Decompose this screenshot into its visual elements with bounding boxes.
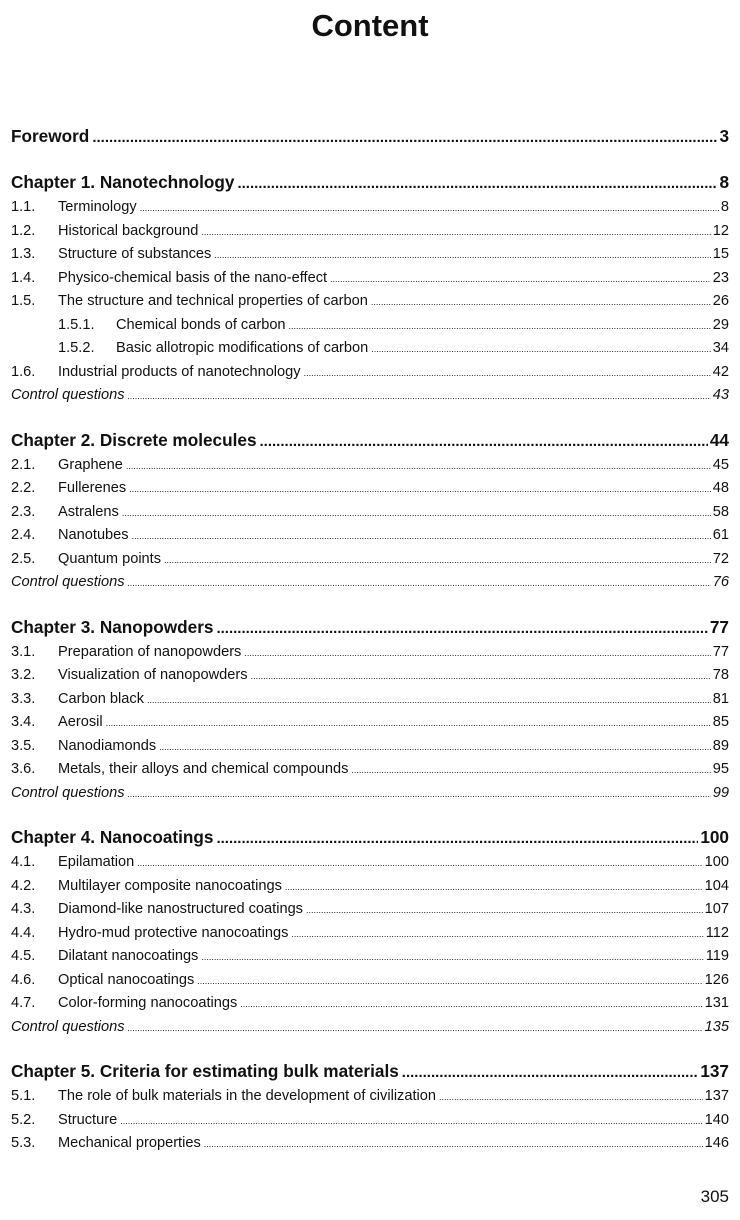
toc-entry [11, 477, 729, 501]
entry-title: Control questions [11, 784, 125, 801]
dot-leader [214, 244, 710, 268]
entry-title: Nanotubes [58, 527, 129, 543]
page-title: Content [311, 8, 429, 43]
entry-title: Dilatant nanocoatings [58, 948, 199, 964]
dot-leader [92, 124, 717, 152]
page-ref: 26 [712, 293, 729, 309]
foreword-row [11, 122, 729, 150]
page-ref: 112 [705, 924, 729, 941]
dot-leader [306, 899, 703, 923]
chapter-heading [11, 613, 729, 641]
toc-entry [11, 875, 729, 899]
entry-number: 4.7. [11, 995, 36, 1011]
toc-entry [11, 267, 729, 291]
entry-title: Structure [58, 1111, 118, 1128]
dot-leader [201, 221, 710, 245]
page-ref: 34 [712, 340, 729, 356]
page-ref: 72 [712, 550, 729, 567]
page-ref: 45 [712, 456, 729, 473]
dot-leader [402, 1059, 699, 1087]
entry-title: Aerosil [58, 714, 103, 730]
page-ref: 48 [712, 480, 729, 496]
entry-title: Foreword [11, 126, 90, 146]
entry-number: 1.5. [11, 293, 36, 309]
dot-leader [244, 642, 710, 666]
entry-title: Nanodiamonds [58, 737, 157, 754]
page-number: 305 [700, 1187, 729, 1206]
entry-title: Visualization of nanopowders [58, 667, 248, 683]
entry-number: 2.5. [11, 550, 36, 567]
dot-leader [129, 478, 711, 502]
dot-leader [371, 338, 710, 362]
entry-title: The role of bulk materials in the development of civilization [58, 1088, 437, 1104]
dot-leader [137, 852, 702, 876]
dot-leader [291, 923, 703, 947]
page-ref: 146 [704, 1135, 729, 1151]
toc-entry [11, 898, 729, 922]
toc-entry [11, 851, 729, 875]
chapter-heading [11, 426, 729, 454]
chapter-heading [11, 823, 729, 851]
chapter-heading [11, 1057, 729, 1085]
toc-entry [11, 524, 729, 548]
entry-number: 1.3. [11, 246, 36, 262]
entry-number: 3.2. [11, 667, 36, 683]
entry-title: Chapter 5. Criteria for estimating bulk materials [11, 1061, 399, 1081]
page-ref: 81 [712, 690, 729, 707]
page-ref: 126 [704, 971, 729, 988]
toc-entry [11, 196, 729, 220]
dot-leader [197, 970, 702, 994]
entry-number: 3.6. [11, 761, 36, 777]
page-ref: 77 [712, 643, 729, 660]
page-ref: 85 [712, 714, 729, 730]
page-ref: 107 [704, 901, 729, 917]
entry-title: Chapter 3. Nanopowders [11, 616, 214, 637]
dot-leader [128, 385, 711, 409]
toc-entry [11, 243, 729, 267]
entry-title: Basic allotropic modifications of carbon [116, 340, 369, 356]
toc-entry [11, 548, 729, 572]
entry-title: Optical nanocoatings [58, 971, 195, 988]
page-ref: 29 [712, 316, 729, 333]
page-ref: 42 [712, 363, 729, 380]
entry-number: 4.4. [11, 924, 36, 941]
toc-entry [11, 992, 729, 1016]
page-ref: 104 [704, 877, 729, 894]
entry-title: Astralens [58, 503, 119, 520]
dot-leader [128, 783, 711, 807]
control-questions-row [11, 782, 729, 806]
entry-title: Control questions [11, 387, 125, 403]
page-ref: 100 [700, 827, 729, 847]
entry-title: Chapter 2. Discrete molecules [11, 429, 257, 450]
page-ref: 137 [704, 1088, 729, 1104]
entry-number: 3.3. [11, 690, 36, 707]
toc-entry [11, 290, 729, 314]
dot-leader [128, 572, 711, 596]
entry-number: 4.1. [11, 854, 36, 870]
toc-entry [11, 969, 729, 993]
dot-leader [351, 759, 710, 783]
entry-title: Multilayer composite nanocoatings [58, 877, 282, 894]
entry-number: 3.4. [11, 714, 36, 730]
entry-title: Mechanical properties [58, 1135, 201, 1151]
page-ref: 99 [712, 784, 729, 801]
toc-entry [11, 361, 729, 385]
dot-leader [132, 525, 711, 549]
dot-leader [237, 170, 717, 198]
dot-leader [216, 825, 698, 853]
entry-title: Control questions [11, 1018, 125, 1035]
dot-leader [304, 362, 711, 386]
entry-number: 1.4. [11, 269, 36, 286]
entry-number: 1.2. [11, 222, 36, 239]
dot-leader [147, 689, 711, 713]
entry-number: 4.2. [11, 877, 36, 894]
entry-number: 4.6. [11, 971, 36, 988]
dot-leader [120, 1110, 702, 1134]
entry-number: 1.5.1. [58, 316, 95, 333]
toc-entry [11, 1132, 729, 1156]
control-questions-row [11, 1016, 729, 1040]
entry-number: 4.5. [11, 948, 36, 964]
entry-title: Diamond-like nanostructured coatings [58, 901, 303, 917]
toc-entry [11, 454, 729, 478]
dot-leader [330, 268, 711, 292]
page-ref: 8 [720, 199, 729, 215]
entry-title: Control questions [11, 574, 125, 590]
entry-title: Industrial products of nanotechnology [58, 363, 301, 380]
page-ref: 100 [704, 854, 729, 870]
entry-number: 1.5.2. [58, 340, 95, 356]
toc-entry [11, 641, 729, 665]
dot-leader [159, 736, 711, 760]
page-ref: 77 [709, 616, 729, 637]
page-ref: 3 [719, 126, 729, 146]
toc-entry [11, 220, 729, 244]
page-ref: 44 [709, 429, 729, 450]
page-ref: 8 [719, 172, 729, 192]
entry-number: 4.3. [11, 901, 36, 917]
entry-title: Terminology [58, 199, 137, 215]
toc-entry [11, 337, 729, 361]
dot-leader [371, 291, 711, 315]
entry-title: Carbon black [58, 690, 144, 707]
entry-title: Quantum points [58, 550, 162, 567]
entry-title: Graphene [58, 456, 123, 473]
dot-leader [251, 665, 711, 689]
entry-number: 2.4. [11, 527, 36, 543]
toc-entry [11, 922, 729, 946]
toc-entry [11, 688, 729, 712]
entry-title: Preparation of nanopowders [58, 643, 242, 660]
entry-title: Structure of substances [58, 246, 212, 262]
page-ref: 119 [705, 948, 729, 964]
dot-leader [204, 1133, 703, 1157]
toc-entry [11, 1109, 729, 1133]
entry-number: 2.3. [11, 503, 36, 520]
entry-title: The structure and technical properties of carbon [58, 293, 368, 309]
control-questions-row [11, 571, 729, 595]
entry-number: 2.2. [11, 480, 36, 496]
dot-leader [128, 1017, 703, 1041]
page-ref: 131 [704, 995, 729, 1011]
toc-entry [11, 314, 729, 338]
entry-title: Physico-chemical basis of the nano-effect [58, 269, 328, 286]
page-ref: 15 [712, 246, 729, 262]
page-ref: 137 [700, 1061, 729, 1081]
dot-leader [216, 615, 707, 643]
toc-entry [11, 945, 729, 969]
entry-number: 5.1. [11, 1088, 36, 1104]
entry-title: Historical background [58, 222, 199, 239]
toc-entry [11, 711, 729, 735]
entry-title: Metals, their alloys and chemical compounds [58, 761, 349, 777]
entry-number: 3.1. [11, 643, 36, 660]
toc-entry [11, 735, 729, 759]
dot-leader [260, 428, 708, 456]
page-ref: 78 [712, 667, 729, 683]
page-ref: 58 [712, 503, 729, 520]
page-ref: 140 [704, 1111, 729, 1128]
dot-leader [240, 993, 702, 1017]
entry-title: Hydro-mud protective nanocoatings [58, 924, 289, 941]
entry-number: 1.6. [11, 363, 36, 380]
page-ref: 43 [712, 387, 729, 403]
entry-number: 1.1. [11, 199, 36, 215]
entry-number: 3.5. [11, 737, 36, 754]
toc-entry [11, 501, 729, 525]
entry-number: 2.1. [11, 456, 36, 473]
toc-entry [11, 758, 729, 782]
dot-leader [289, 315, 711, 339]
page-ref: 76 [712, 574, 729, 590]
dot-leader [140, 197, 719, 221]
entry-title: Fullerenes [58, 480, 127, 496]
toc-entry [11, 664, 729, 688]
toc-entry [11, 1085, 729, 1109]
entry-title: Chapter 4. Nanocoatings [11, 827, 214, 847]
entry-title: Color-forming nanocoatings [58, 995, 238, 1011]
entry-title: Chemical bonds of carbon [116, 316, 286, 333]
entry-title: Chapter 1. Nanotechnology [11, 172, 235, 192]
dot-leader [285, 876, 703, 900]
entry-number: 5.2. [11, 1111, 36, 1128]
dot-leader [126, 455, 711, 479]
table-of-contents [11, 122, 729, 1156]
dot-leader [106, 712, 711, 736]
page-ref: 95 [712, 761, 729, 777]
entry-number: 5.3. [11, 1135, 36, 1151]
dot-leader [164, 549, 711, 573]
page-ref: 61 [712, 527, 729, 543]
chapter-heading [11, 168, 729, 196]
dot-leader [122, 502, 711, 526]
control-questions-row [11, 384, 729, 408]
entry-title: Epilamation [58, 854, 135, 870]
dot-leader [439, 1086, 703, 1110]
dot-leader [201, 946, 703, 970]
page-ref: 135 [704, 1018, 729, 1035]
page-ref: 23 [712, 269, 729, 286]
page-ref: 12 [712, 222, 729, 239]
page-ref: 89 [712, 737, 729, 754]
